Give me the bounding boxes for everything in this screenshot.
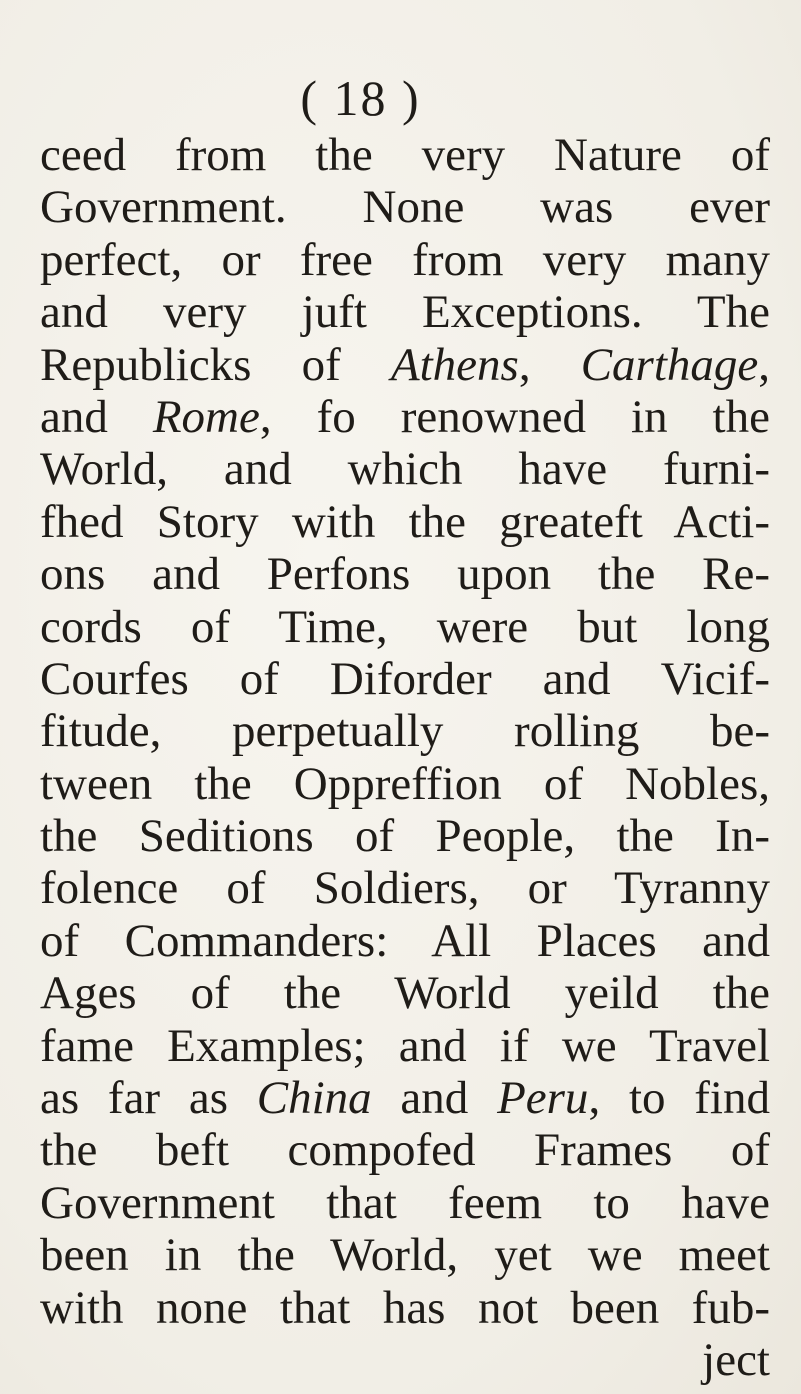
text-segment: of Commanders: All Places and xyxy=(40,914,770,967)
text-line xyxy=(40,181,770,233)
text-line xyxy=(40,810,770,862)
text-segment: World, and which have furni- xyxy=(40,443,770,496)
italic-text: Peru xyxy=(497,1072,589,1125)
text-line xyxy=(40,286,770,338)
italic-text: Athens xyxy=(390,338,519,391)
text-segment: as far as xyxy=(40,1072,257,1125)
text-segment: , to find xyxy=(588,1072,770,1125)
text-line xyxy=(40,234,770,286)
text-segment: been in the World, yet we meet xyxy=(40,1229,770,1282)
page-number: ( 18 ) xyxy=(300,70,421,126)
text-segment: fame Examples; and if we Travel xyxy=(40,1019,770,1072)
text-line xyxy=(40,391,770,443)
text-line xyxy=(40,548,770,600)
text-line xyxy=(40,758,770,810)
text-segment: and xyxy=(371,1072,498,1125)
text-segment: the Seditions of People, the In- xyxy=(40,810,770,863)
text-segment: tween the Oppreffion of Nobles, xyxy=(40,757,770,810)
text-line xyxy=(40,1124,770,1176)
text-line xyxy=(40,1072,770,1124)
text-segment: Republicks of xyxy=(40,338,391,391)
text-line xyxy=(40,1020,770,1072)
text-segment: the beft compofed Frames of xyxy=(40,1124,770,1177)
text-segment: ons and Perfons upon the Re- xyxy=(40,548,770,601)
text-line xyxy=(40,1177,770,1229)
text-line xyxy=(40,915,770,967)
text-segment: folence of Soldiers, or Tyranny xyxy=(40,862,770,915)
text-line xyxy=(40,496,770,548)
text-line xyxy=(40,1229,770,1281)
text-line xyxy=(40,443,770,495)
text-segment: Ages of the World yeild the xyxy=(40,967,770,1020)
text-line xyxy=(40,862,770,914)
text-segment: , fo renowned in the xyxy=(259,390,770,443)
text-segment: and very juft Exceptions. The xyxy=(40,286,770,339)
text-segment: ceed from the very Nature of xyxy=(40,129,770,181)
italic-text: Carthage xyxy=(580,338,759,391)
catchword: ject xyxy=(702,1334,770,1387)
italic-text: Rome xyxy=(152,390,260,443)
text-segment: Government that feem to have xyxy=(40,1176,770,1229)
text-line xyxy=(40,129,770,181)
text-segment: and xyxy=(40,390,153,443)
text-line xyxy=(40,601,770,653)
text-line xyxy=(40,967,770,1019)
body-text xyxy=(40,129,770,1334)
text-segment: fhed Story with the greateft Acti- xyxy=(40,495,770,548)
text-line xyxy=(40,705,770,757)
text-line xyxy=(40,653,770,705)
text-segment: cords of Time, were but long xyxy=(40,600,770,653)
text-segment: fitude, perpetually rolling be- xyxy=(40,705,770,758)
text-segment: Government. None was ever xyxy=(40,181,770,234)
text-segment: , xyxy=(758,338,770,391)
text-segment: Courfes of Diforder and Vicif- xyxy=(40,652,770,705)
text-line xyxy=(40,339,770,391)
text-segment: perfect, or free from very many xyxy=(40,233,770,286)
text-segment: , xyxy=(518,338,581,391)
text-segment: with none that has not been fub- xyxy=(40,1281,770,1334)
text-line xyxy=(40,1282,770,1334)
italic-text: China xyxy=(256,1072,372,1125)
